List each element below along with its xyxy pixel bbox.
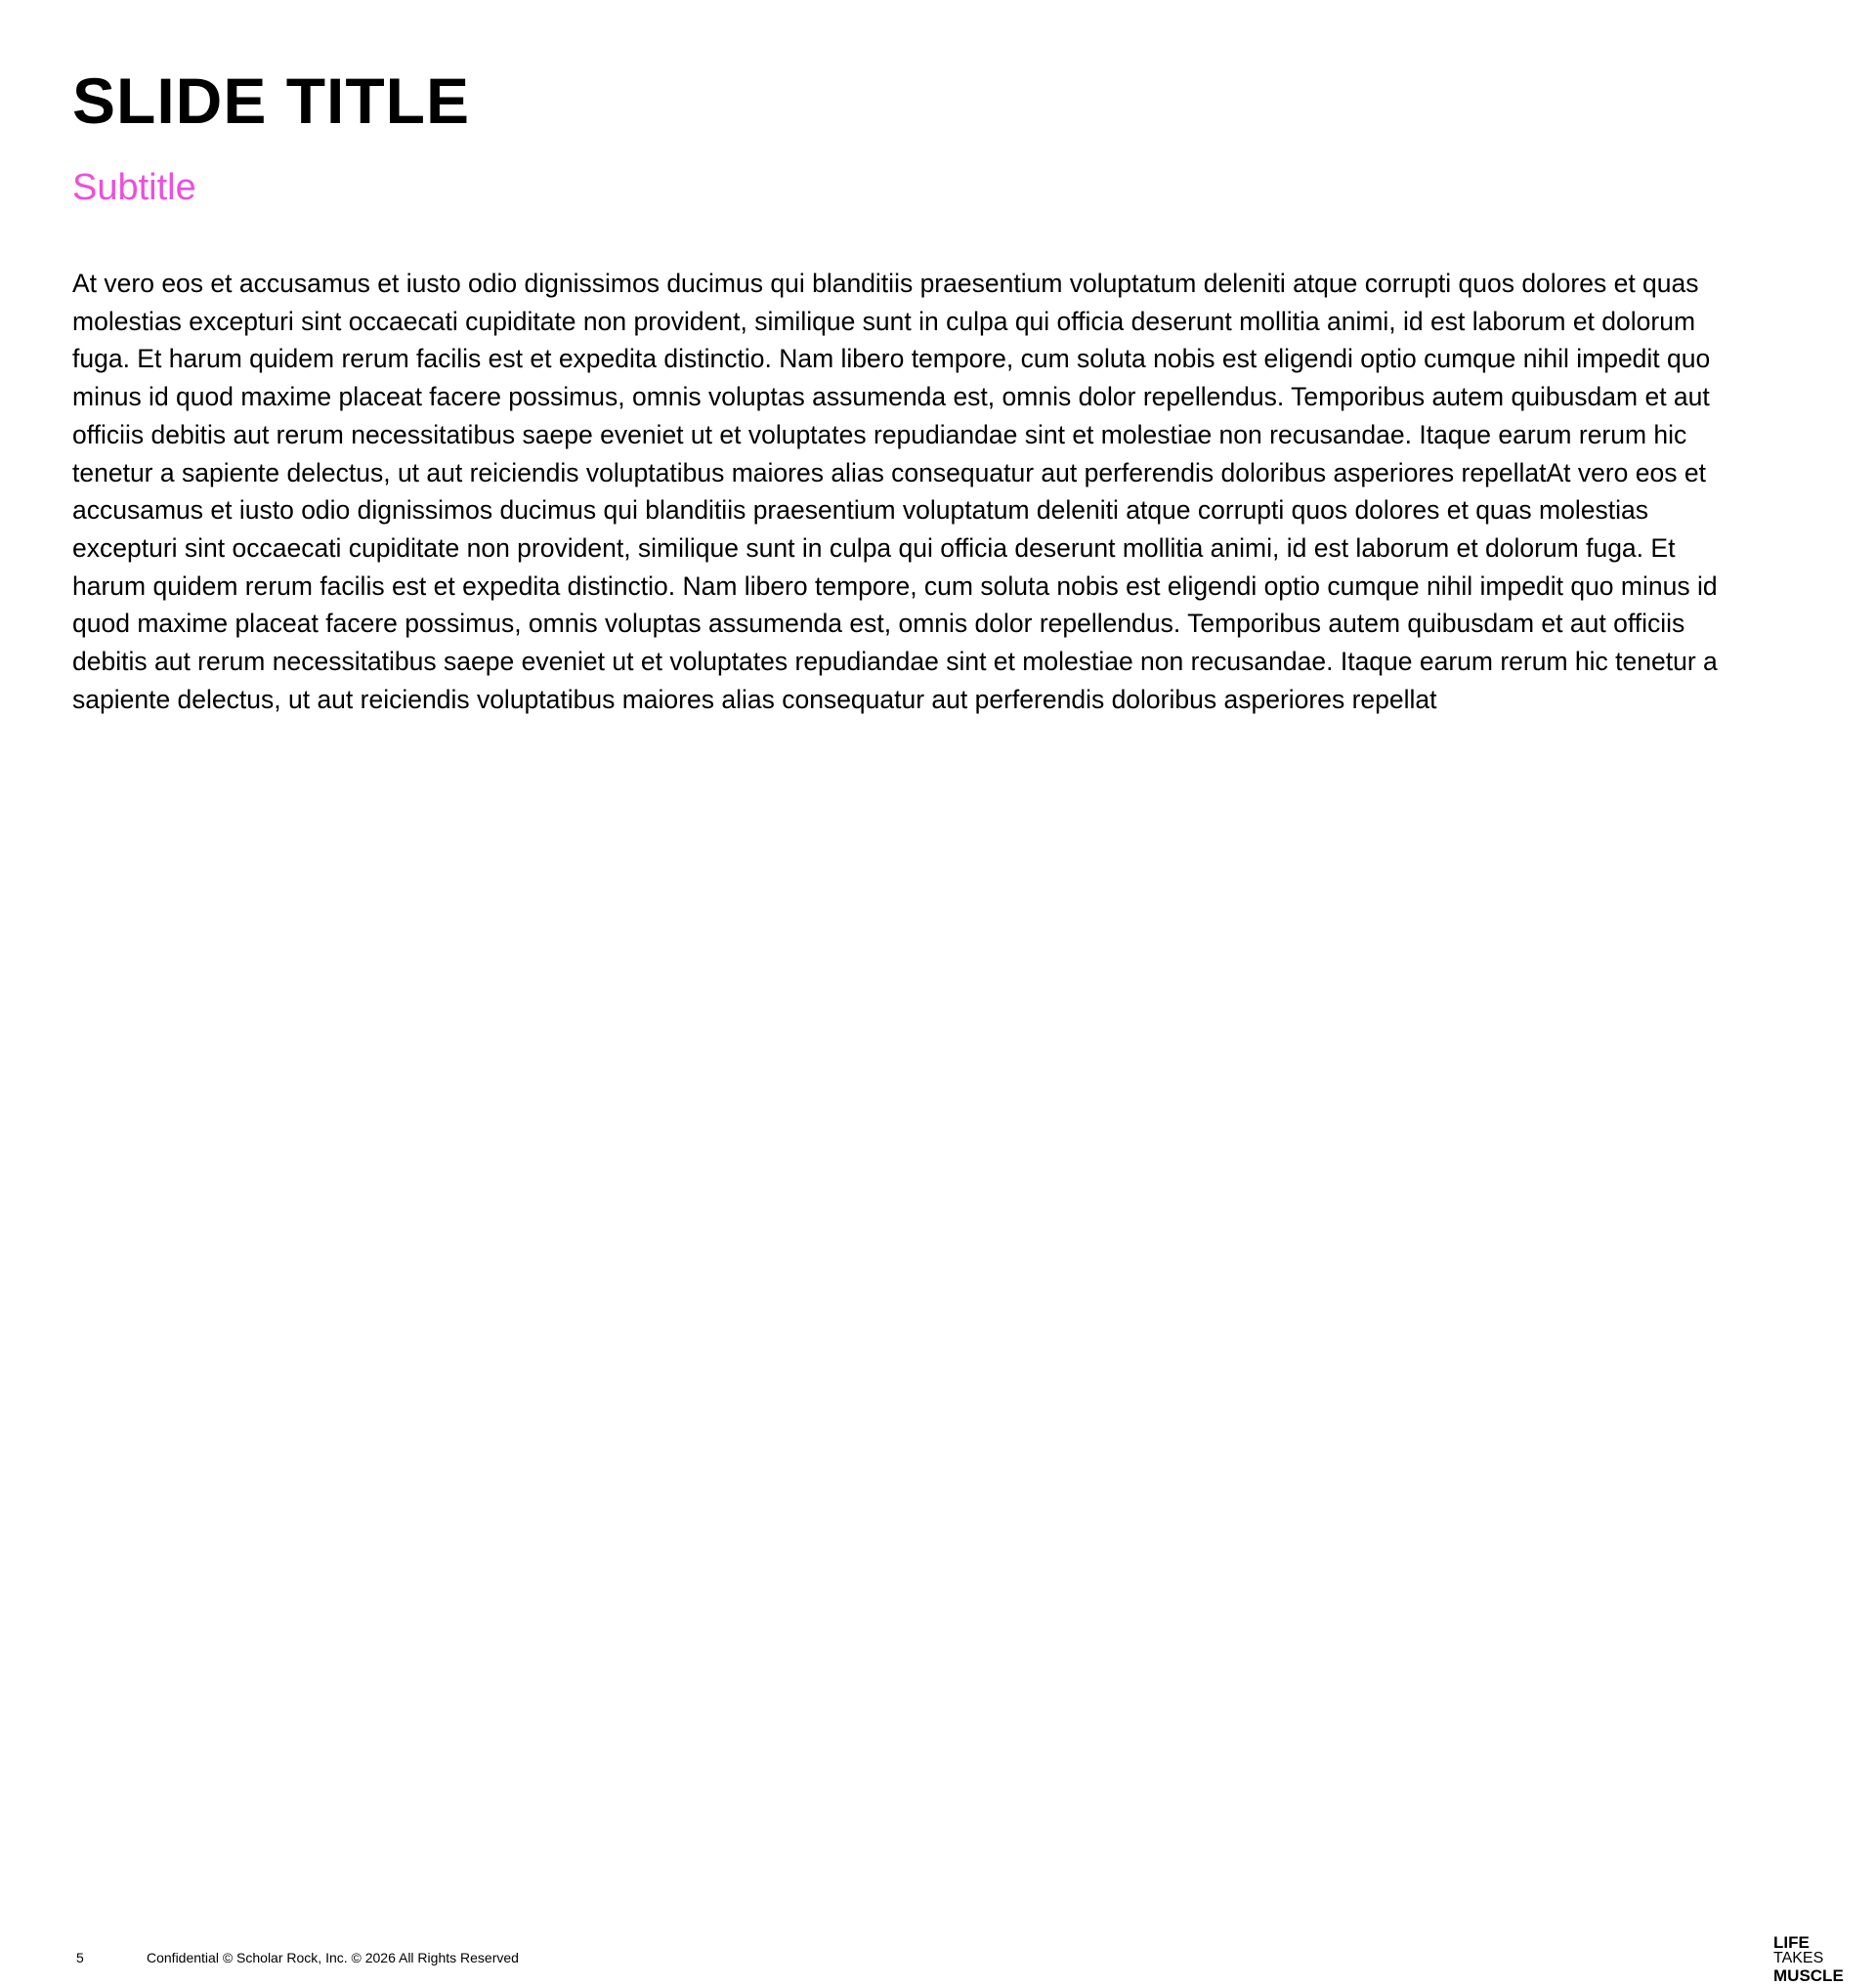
page-number: 5 (76, 1950, 84, 1965)
logo-line-2: TAKES (1773, 1950, 1824, 1966)
confidential-notice: Confidential © Scholar Rock, Inc. © 2026 All Rights Reserved (147, 1950, 519, 1965)
slide-subtitle: Subtitle (72, 167, 196, 208)
logo-line-1: LIFE (1773, 1933, 1810, 1952)
slide-footer (0, 957, 1876, 1985)
slide-body-text: At vero eos et accusamus et iusto odio dignissimos ducimus qui blanditiis praesentium voluptatum deleniti atque corrupti quos dolores et quas molestias excepturi sint occaecati cupiditate non provident, similique sunt in culpa qui officia deserunt mollitia animi, id est laborum et dolorum fuga. Et harum quidem rerum facilis est et expedita distinctio. Nam libero tempore, cum soluta nobis est eligendi optio cumque nihil impedit quo minus id quod maxime placeat facere possimus, omnis voluptas assumenda est, omnis dolor repellendus. Temporibus autem quibusdam et aut officiis debitis aut rerum necessitatibus saepe eveniet ut et voluptates repudiandae sint et molestiae non recusandae. Itaque earum rerum hic tenetur a sapiente delectus, ut aut reiciendis voluptatibus maiores alias consequatur aut perferendis doloribus asperiores repellatAt vero eos et accusamus et iusto odio dignissimos ducimus qui blanditiis praesentium voluptatum deleniti atque corrupti quos dolores et quas molestias excepturi sint occaecati cupiditate non provident, similique sunt in culpa qui officia deserunt mollitia animi, id est laborum et dolorum fuga. Et harum quidem rerum facilis est et expedita distinctio. Nam libero tempore, cum soluta nobis est eligendi optio cumque nihil impedit quo minus id quod maxime placeat facere possimus, omnis voluptas assumenda est, omnis dolor repellendus. Temporibus autem quibusdam et aut officiis debitis aut rerum necessitatibus saepe eveniet ut et voluptates repudiandae sint et molestiae non recusandae. Itaque earum rerum hic tenetur a sapiente delectus, ut aut reiciendis voluptatibus maiores alias consequatur aut perferendis doloribus asperiores repellat (72, 269, 1718, 714)
slide-title: SLIDE TITLE (72, 64, 470, 137)
brand-logo (1773, 1934, 1861, 1984)
logo-line-3: MUSCLE (1773, 1966, 1844, 1985)
